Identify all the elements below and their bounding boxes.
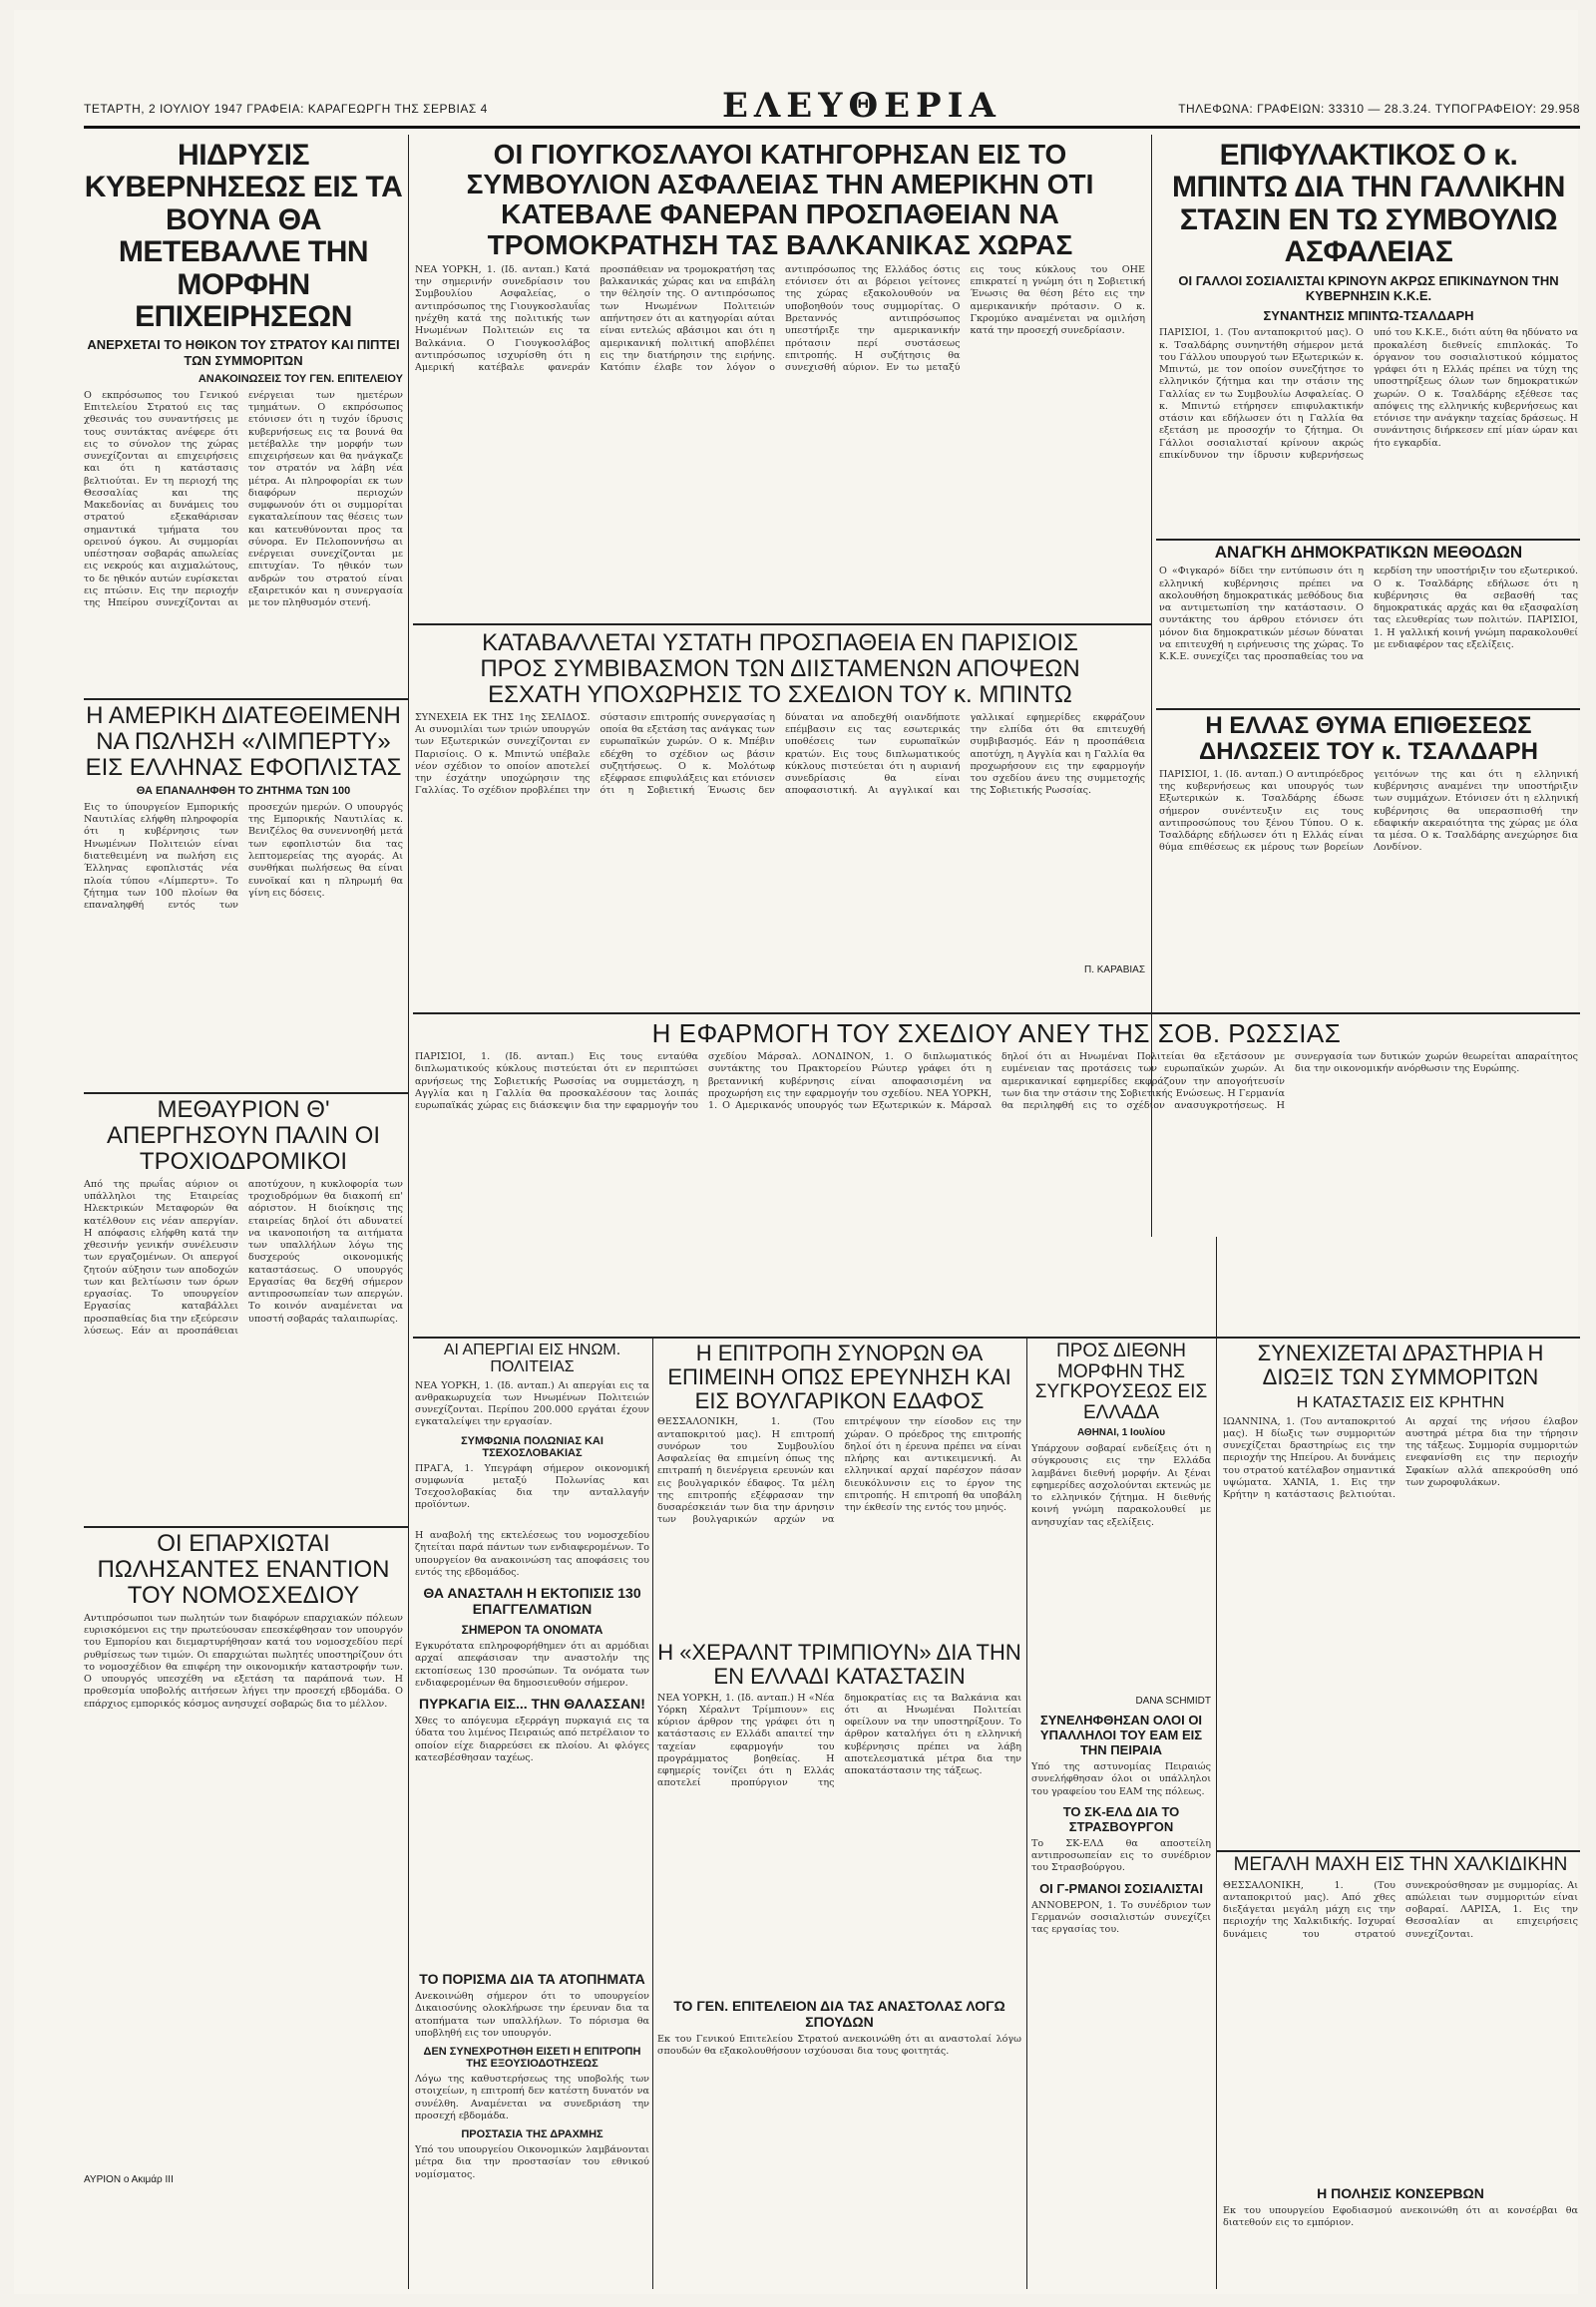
section-rule bbox=[413, 1012, 1580, 1014]
headline: ΟΙ ΕΠΑΡΧΙΩΤΑΙ ΠΩΛΗΣΑΝΤΕΣ ΕΝΑΝΤΙΟΝ ΤΟΥ ΝΟΜΟΣΧΕΔΙΟΥ bbox=[97, 1531, 390, 1609]
headline: ΑΝΑΓΚΗ ΔΗΜΟΚΡΑΤΙΚΩΝ ΜΕΘΟΔΩΝ bbox=[1214, 544, 1523, 562]
byline: DANA SCHMIDT bbox=[1135, 1696, 1211, 1708]
column-rule bbox=[1216, 1237, 1217, 2289]
article-body: Υπάρχουν σοβαραί ενδείξεις ότι η σύγκρουσις εις την Ελλάδα λαμβάνει διεθνή μορφήν. Αι ξέναι εφημερίδες ασχολούνται εκτενώς με το ελληνικόν ζήτημα. Η διεθνής κοινή γνώμη παρακολουθεί με ανησυχίαν τας εξελίξεις. bbox=[1031, 1443, 1211, 1528]
small-headline: ΣΥΝΕΛΗΦΘΗΣΑΝ ΟΛΟΙ ΟΙ ΥΠΑΛΛΗΛΟΙ ΤΟΥ ΕΑΜ ΕΙΣ ΤΗΝ ΠΕΙΡΑΙΑ bbox=[1039, 1713, 1203, 1758]
article-greece-victim bbox=[1159, 713, 1578, 1012]
article-body: Υπό του υπουργείου Οικονομικών λαμβάνονται μέτρα δια την προστασίαν του εθνικού νομίσματος. bbox=[415, 2144, 649, 2180]
headline: ΣΥΝΕΧΙΖΕΤΑΙ ΔΡΑΣΤΗΡΙΑ Η ΔΙΩΞΙΣ ΤΩΝ ΣΥΜΜΟΡΙΤΩΝ bbox=[1257, 1342, 1544, 1389]
article-democratic-methods bbox=[1159, 544, 1578, 703]
subheadline: ΑΝΑΚΟΙΝΩΣΕΙΣ ΤΟΥ ΓΕΝ. ΕΠΙΤΕΛΕΙΟΥ bbox=[198, 372, 403, 385]
section-rule bbox=[84, 1526, 408, 1528]
newspaper-title: ΕΛΕΥΘΕΡΙΑ bbox=[722, 86, 1001, 126]
small-headline: Η ΠΟΛΗΣΙΣ ΚΟΝΣΕΡΒΩΝ bbox=[1317, 2184, 1484, 2201]
article-body: Από της πρωΐας αύριον οι υπάλληλοι της Εταιρείας Ηλεκτρικών Μεταφορών θα κατέλθουν εις νέαν απεργίαν. Η απόφασις ελήφθη κατά την χθεσινήν γενικήν συνέλευσιν των εργαζομένων. Οι απεργοί ζητούν αύξησιν των αποδοχών των και βελτίωσιν των όρων εργασίας. Το υπουργείον Εργασίας καταβάλλει προσπαθείας δια την εξεύρεσιν λύσεως. Εάν αι προσπάθειαι αποτύχουν, η κυκλοφορία των τροχιοδρόμων θα διακοπή επ' αόριστον. Η διοίκησις της εταιρείας δηλοί ότι αδυνατεί να ικανοποιήση τα αιτήματα των υπαλλήλων λόγω της δυσχερούς οικονομικής καταστάσεως. Ο υπουργός Εργασίας θα δεχθή σήμερον αντιπροσωπείαν των απεργών. Το κοινόν αναμένεται να υποστή σοβαράς ταλαιπωρίας. bbox=[84, 1178, 403, 1337]
headline: ΗΙΔΡΥΣΙΣ ΚΥΒΕΡΝΗΣΕΩΣ ΕΙΣ ΤΑ ΒΟΥΝΑ ΘΑ ΜΕΤΕΒΑΛΛΕ ΤΗΝ ΜΟΡΦΗΝ ΕΠΙΧΕΙΡΗΣΕΩΝ bbox=[84, 140, 403, 333]
headline: Η ΕΦΑΡΜΟΓΗ ΤΟΥ ΣΧΕΔΙΟΥ ΑΝΕΥ ΤΗΣ ΣΟΒ. ΡΩΣΣΙΑΣ bbox=[651, 1019, 1342, 1048]
headline: ΑΙ ΑΠΕΡΓΙΑΙ ΕΙΣ ΗΝΩΜ. ΠΟΛΙΤΕΙΑΣ bbox=[443, 1342, 621, 1376]
article-body: Αντιπρόσωποι των πωλητών των διαφόρων επαρχιακών πόλεων ευρισκόμενοι εις την πρωτεύουσαν επεσκέφθησαν τον υπουργόν του Εμπορίου και διεμαρτυρήθησαν κατά του νομοσχεδίου περί ρυθμίσεως των τιμών. Οι επαρχιώται πωλητές υποστηρίζουν ότι το νομοσχέδιον θα επιφέρη την οικονομικήν καταστροφήν των. Ο υπουργός υπεσχέθη να εξετάση τα παράπονά των. Η προθεσμία υποβολής αιτήσεων λήγει την προσεχή εβδομάδα. Ο επάρχιος εμπορικός κόσμος ανησυχεί σοβαρώς δια το μέλλον. bbox=[84, 1612, 403, 1710]
article-body: ΑΝΝΟΒΕΡΟΝ, 1. Το συνέδριον των Γερμανών σοσιαλιστών συνεχίζει τας εργασίας του. bbox=[1031, 1899, 1211, 1936]
headline: ΜΕΓΑΛΗ ΜΑΧΗ ΕΙΣ ΤΗΝ ΧΑΛΚΙΔΙΚΗΝ bbox=[1233, 1855, 1568, 1875]
section-rule bbox=[84, 698, 408, 700]
small-headline: ΟΙ Γ-ΡΜΑΝΟΙ ΣΟΣΙΑΛΙΣΤΑΙ bbox=[1039, 1880, 1203, 1896]
article-border-commission bbox=[657, 1342, 1021, 1631]
section-rule bbox=[84, 1092, 408, 1094]
article-bandits bbox=[1223, 1342, 1578, 1845]
headline: ΕΠΙΦΥΛΑΚΤΙΚΟΣ Ο κ. ΜΠΙΝΤΩ ΔΙΑ ΤΗΝ ΓΑΛΛΙΚΗΝ ΣΤΑΣΙΝ ΕΝ ΤΩ ΣΥΜΒΟΥΛΙΩ ΑΣΦΑΛΕΙΑΣ bbox=[1172, 140, 1565, 269]
subheadline: ΘΑ ΕΠΑΝΑΛΗΦΘΗ ΤΟ ΖΗΤΗΜΑ ΤΩΝ 100 bbox=[136, 784, 351, 797]
headline: ΠΡΟΣ ΔΙΕΘΝΗ ΜΟΡΦΗΝ ΤΗΣ ΣΥΓΚΡΟΥΣΕΩΣ ΕΙΣ ΕΛΛΑΔΑ bbox=[1034, 1342, 1208, 1423]
subheadline: ΑΝΕΡΧΕΤΑΙ ΤΟ ΗΘΙΚΟΝ ΤΟΥ ΣΤΡΑΤΟΥ ΚΑΙ ΠΙΠΤΕΙ ΤΩΝ ΣΥΜΜΟΡΙΤΩΝ bbox=[87, 337, 400, 368]
section-rule bbox=[413, 623, 1151, 625]
small-headline: ΔΕΝ ΣΥΝΕΧΡΟΤΗΘΗ ΕΙΣΕΤΙ Η ΕΠΙΤΡΟΠΗ ΤΗΣ ΕΞΟΥΣΙΟΔΟΤΗΣΕΩΣ bbox=[423, 2046, 641, 2071]
section-rule bbox=[1216, 1337, 1580, 1339]
byline: Π. ΚΑΡΑΒΙΑΣ bbox=[1083, 963, 1145, 975]
footer-note: ΑΥΡΙΟΝ ο Ακιμάρ ΙΙΙ bbox=[84, 2173, 174, 2185]
article-body: ΙΩΑΝΝΙΝΑ, 1. (Του ανταποκριτού μας). Η δίωξις των συμμοριτών συνεχίζεται δραστηρίως εις την περιοχήν της Ηπείρου. Αι δυνάμεις του στρατού κατέλαβον σημαντικά υψώματα. ΧΑΝΙΑ, 1. Εις την Κρήτην η κατάστασις βελτιούται. Αι αρχαί της νήσου έλαβον αυστηρά μέτρα δια την τήρησιν της τάξεως. Συμμορία συμμοριτών ενεφανίσθη εις την περιοχήν Σφακίων αλλά απεκρούσθη υπό των χωροφυλάκων. bbox=[1223, 1415, 1578, 1501]
article-body: ΝΕΑ ΥΟΡΚΗ, 1. (Ιδ. ανταπ.) Κατά την σημερινήν συνεδρίασιν του Συμβουλίου Ασφαλείας, ο αντιπρόσωπος της Γιουγκοσλαυΐας ηνέχθη κατά της πολιτικής των Ηνωμένων Πολιτειών εις τα Βαλκάνια. Ο Γιουγκοσλάβος αντιπρόσωπος ισχυρίσθη ότι η Αμερική κατέβαλε φανεράν προσπάθειαν να τρομοκρατήση τας βαλκανικάς χώρας και να επιβάλη την θέλησίν της. Ο αντιπρόσωπος των Ηνωμένων Πολιτειών απήντησεν ότι αι κατηγορίαι αύται είναι εντελώς αβάσιμοι και ότι η αμερικανική πολιτική αποβλέπει εις την διατήρησιν της ειρήνης. Κατόπιν έλαβε τον λόγον ο αντιπρόσωπος της Ελλάδος όστις ετόνισεν ότι αι βόρειοι γείτονες της χώρας εξακολουθούν να υποβοηθούν τους συμμορίτας. Ο Βρεταννός αντιπρόσωπος υπεστήριξε την αμερικανικήν πρότασιν περί συστάσεως επιτροπής. Η συζήτησις θα συνεχισθή αύριον. Εν τω μεταξύ εις τους κύκλους του ΟΗΕ επικρατεί η γνώμη ότι η Σοβιετική Ένωσις θα θέση βέτο εις την αμερικανικήν πρότασιν. Ο κ. Γκρομύκο αναμένεται να ομιλήση κατά την προσεχή συνεδρίασιν. bbox=[415, 263, 1145, 374]
dateline: ΑΘΗΝΑΙ, 1 Ιουλίου bbox=[1076, 1427, 1166, 1439]
article-liberty-ships bbox=[84, 703, 403, 1087]
small-headline: ΠΡΟΣΤΑΣΙΑ ΤΗΣ ΔΡΑΧΜΗΣ bbox=[461, 2128, 603, 2141]
article-body: ΝΕΑ ΥΟΡΚΗ, 1. (Ιδ. ανταπ.) Η «Νέα Υόρκη Χέραλντ Τρίμπιουν» εις κύριον άρθρον της γράφει ότι η κατάστασις εν Ελλάδι απαιτεί την ταχείαν εφαρμογήν του προγράμματος βοηθείας. Η εφημερίς τονίζει ότι η Ελλάς αποτελεί προπύργιον της δημοκρατίας εις τα Βαλκάνια και ότι αι Ηνωμέναι Πολιτείαι οφείλουν να την υποστηρίξουν. Το άρθρον καταλήγει ότι η ελληνική κυβέρνησις πρέπει να λάβη αποτελεσματικά μέτρα δια την αποκατάστασιν της τάξεως. bbox=[657, 1692, 1021, 1789]
small-headline: ΤΟ ΓΕΝ. ΕΠΙΤΕΛΕΙΟΝ ΔΙΑ ΤΑΣ ΑΝΑΣΤΟΛΑΣ ΛΟΓΩ ΣΠΟΥΔΩΝ bbox=[673, 1997, 1005, 2030]
article-body: ΠΡΑΓΑ, 1. Υπεγράφη σήμερον οικονομική συμφωνία μεταξύ Πολωνίας και Τσεχοσλοβακίας δια την ανταλλαγήν προϊόντων. bbox=[415, 1462, 649, 1511]
small-headline: ΣΗΜΕΡΟΝ ΤΑ ΟΝΟΜΑΤΑ bbox=[461, 1623, 603, 1638]
column-rule bbox=[652, 1337, 653, 2289]
article-body: ΠΑΡΙΣΙΟΙ, 1. (Ιδ. ανταπ.) Ο αντιπρόεδρος της κυβερνήσεως και υπουργός των Εξωτερικών κ. Τσαλδάρης έδωσε σήμερον συνέντευξιν εις τους αντιπροσώπους του ξένου Τύπου. Ο κ. Τσαλδάρης εδήλωσεν ότι η Ελλάς είναι θύμα επιθέσεως εκ μέρους των βορείων γειτόνων της και ότι η ελληνική κυβέρνησις αναμένει την υποστήριξιν των συμμάχων. Ετόνισεν ότι η ελληνική κυβέρνησις θα υπερασπισθή την εδαφικήν ακεραιότητα της χώρας με όλα τα μέσα. Ο κ. Τσαλδάρης ανεχώρησε δια Λονδίνον. bbox=[1159, 768, 1578, 854]
headline: ΟΙ ΓΙΟΥΓΚΟΣΛΑΥΟΙ ΚΑΤΗΓΟΡΗΣΑΝ ΕΙΣ ΤΟ ΣΥΜΒΟΥΛΙΟΝ ΑΣΦΑΛΕΙΑΣ ΤΗΝ ΑΜΕΡΙΚΗΝ ΟΤΙ ΚΑΤΕΒΑΛΕ ΦΑΝΕΡΑΝ ΠΡΟΣΠΑΘΕΙΑΝ ΝΑ ΤΡΟΜΟΚΡΑΤΗΣΗ ΤΑΣ ΒΑΛΚΑΝΙΚΑΣ ΧΩΡΑΣ bbox=[466, 140, 1094, 260]
small-headline: ΠΥΡΚΑΓΙΑ ΕΙΣ... ΤΗΝ ΘΑΛΑΣΣΑΝ! bbox=[419, 1696, 645, 1713]
article-body: ΘΕΣΣΑΛΟΝΙΚΗ, 1. (Του ανταποκριτού μας). Από χθες διεξάγεται μεγάλη μάχη εις την περιοχήν της Χαλκιδικής. Ισχυραί δυνάμεις του στρατού συνεκρούσθησαν με συμμορίας. Αι απώλειαι των συμμοριτών είναι σοβαραί. ΛΑΡΙΣΑ, 1. Εις την Θεσσαλίαν αι επιχειρήσεις συνεχίζονται. bbox=[1223, 1879, 1578, 1940]
article-body: Υπό της αστυνομίας Πειραιώς συνελήφθησαν όλοι οι υπάλληλοι του γραφείου του ΕΑΜ της πόλεως. bbox=[1031, 1761, 1211, 1797]
small-headline: ΘΑ ΑΝΑΣΤΑΛΗ Η ΕΚΤΟΠΙΣΙΣ 130 ΕΠΑΓΓΕΛΜΑΤΙΩΝ bbox=[423, 1585, 641, 1618]
article-body: ΠΑΡΙΣΙΟΙ, 1. (Του ανταποκριτού μας). Ο κ. Τσαλδάρης συνηντήθη σήμερον μετά του Γάλλου υπουργού των Εξωτερικών κ. Μπιντώ, με τον οποίον συνεζήτησε το ελληνικόν ζήτημα και την στάσιν της Γαλλίας εν τω Συμβουλίω Ασφαλείας. Ο κ. Μπιντώ ετήρησεν επιφυλακτικήν στάσιν και εδήλωσεν ότι η Γαλλία θα εξετάση με προσοχήν το ζήτημα. Οι Γάλλοι σοσιαλισταί κρίνουν ακρώς επικίνδυνον την ίδρυσιν κυβερνήσεως υπό του Κ.Κ.Ε., διότι αύτη θα ηδύνατο να προκαλέση διεθνείς επιπλοκάς. Το όργανον του σοσιαλιστικού κόμματος γράφει ότι η Ελλάς πρέπει να τύχη της υποστηρίξεως όλων των δημοκρατικών χωρών. Ο κ. Τσαλδάρης εξέθεσε τας απόψεις της ελληνικής κυβερνήσεως και ετόνισε την ανάγκην ταχείας δράσεως. Η συνάντησις διήρκεσεν επί μίαν ώραν και ήτο εγκαρδία. bbox=[1159, 327, 1578, 461]
masthead bbox=[84, 88, 1580, 129]
section-rule bbox=[1216, 1850, 1580, 1852]
article-body: Το ΣΚ-ΕΛΔ θα αποστείλη αντιπροσωπείαν εις το συνέδριον του Στρασβούργου. bbox=[1031, 1837, 1211, 1874]
article-verdict bbox=[415, 1965, 649, 2289]
article-body: ΘΕΣΣΑΛΟΝΙΚΗ, 1. (Του ανταποκριτού μας). Η επιτροπή συνόρων του Συμβουλίου Ασφαλείας θα επιμείνη όπως της επιτραπή η διενέργεια ερευνών και εις βουλγαρικόν έδαφος. Τα μέλη της επιτροπής εξέφρασαν την δυσαρέσκειάν των δια την άρνησιν των βουλγαρικών αρχών να επιτρέψουν την είσοδον εις την χώραν. Ο πρόεδρος της επιτροπής δηλοί ότι η έρευνα πρέπει να είναι πλήρης και αντικειμενική. Αι ελληνικαί αρχαί παρέσχον πάσαν διευκόλυνσιν εις το έργον της επιτροπής. Η επιτροπή θα υποβάλη την έκθεσίν της εντός του μηνός. bbox=[657, 1416, 1021, 1526]
article-body: Εκ του υπουργείου Εφοδιασμού ανεκοινώθη ότι αι κονσέρβαι θα διατεθούν εις το εμπόριον. bbox=[1223, 2204, 1578, 2228]
small-headline: ΤΟ ΣΚ-ΕΛΔ ΔΙΑ ΤΟ ΣΤΡΑΣΒΟΥΡΓΟΝ bbox=[1062, 1803, 1180, 1834]
article-body: Η αναβολή της εκτελέσεως του νομοσχεδίου ζητείται παρά πάντων των ενδιαφερομένων. Το υπουργείον θα ανακοινώση τας αποφάσεις του εντός της εβδομάδος. bbox=[415, 1530, 649, 1578]
article-body: Ανεκοινώθη σήμερον ότι το υπουργείον Δικαιοσύνης ολοκλήρωσε την έρευναν δια τα ατοπήματα των υπαλλήλων. Το πόρισμα θα υποβληθή εις τον υπουργόν. bbox=[415, 1991, 649, 2039]
section-rule bbox=[413, 1337, 1216, 1339]
headline: ΜΕΘΑΥΡΙΟΝ Θ' ΑΠΕΡΓΗΣΟΥΝ ΠΑΛΙΝ ΟΙ ΤΡΟΧΙΟΔΡΟΜΙΚΟΙ bbox=[106, 1097, 381, 1175]
article-herald-tribune bbox=[657, 1641, 1021, 2289]
article-yugoslavs-security-council bbox=[415, 140, 1145, 618]
headline: ΠΡΟΣ ΣΥΜΒΙΒΑΣΜΟΝ ΤΩΝ ΔΙΙΣΤΑΜΕΝΩΝ ΑΠΟΨΕΩΝ bbox=[480, 654, 1080, 682]
article-body: ΣΥΝΕΧΕΙΑ ΕΚ ΤΗΣ 1ης ΣΕΛΙΔΟΣ. Αι συνομιλίαι των τριών υπουργών των Εξωτερικών συνεχίζονται εν Παρισίοις. Ο κ. Μπιντώ υπέβαλε νέον σχέδιον το οποίον αποτελεί την έσχάτην υποχώρησιν της Γαλλίας. Το σχέδιον προβλέπει την σύστασιν επιτροπής συνεργασίας η οποία θα εξετάση τας ανάγκας των ευρωπαϊκών χωρών. Ο κ. Μπέβιν εδέχθη το σχέδιον ως βάσιν συζητήσεως. Ο κ. Μολότωφ εξέφρασε επιφυλάξεις και ετόνισεν ότι η Σοβιετική Ένωσις δεν δύναται να αποδεχθή οιανδήποτε επέμβασιν εις τας εσωτερικάς υποθέσεις των ευρωπαϊκών κρατών. Εις τους διπλωματικούς κύκλους πιστεύεται ότι η αυριανή συνεδρίασις θα είναι αποφασιστική. Αι αγγλικαί και γαλλικαί εφημερίδες εκφράζουν την ελπίδα ότι θα επιτευχθή συμβιβασμός. Εάν η προσπάθεια αποτύχη, η Αγγλία και η Γαλλία θα προχωρήσουν εις την εφαρμογήν του σχεδίου άνευ της συμμετοχής της Σοβιετικής Ρωσσίας. bbox=[415, 711, 1145, 797]
headline: ΕΣΧΑΤΗ ΥΠΟΧΩΡΗΣΙΣ ΤΟ ΣΧΕΔΙΟΝ ΤΟΥ κ. ΜΠΙΝΤΩ bbox=[488, 680, 1072, 708]
article-body: ΠΑΡΙΣΙΟΙ, 1. (Ιδ. ανταπ.) Εις τους ενταύθα διπλωματικούς κύκλους πιστεύεται ότι εν περιπτώσει αρνήσεως της Σοβιετικής Ρωσσίας να συμμετάσχη, η Αγγλία και η Γαλλία θα προσκαλέσουν τας λοιπάς ευρωπαϊκάς χώρας εις διάσκεψιν δια την εφαρμογήν του σχεδίου Μάρσαλ. ΛΟΝΔΙΝΟΝ, 1. Ο διπλωματικός συντάκτης του Πρακτορείου Ρώυτερ γράφει ότι η βρεταννική κυβέρνησις είναι αποφασισμένη να προχωρήση εις την εφαρμογήν του σχεδίου. ΝΕΑ ΥΟΡΚΗ, 1. Ο Αμερικανός υπουργός των Εξωτερικών κ. Μάρσαλ δηλοί ότι αι Ηνωμέναι Πολιτείαι θα εξετάσουν με ευμένειαν τας προτάσεις των ευρωπαϊκών χωρών. Αι αμερικανικαί εφημερίδες εκφράζουν την απογοήτευσίν των δια την στάσιν της Σοβιετικής Ενώσεως. Η Γερμανία θα περιληφθή εις το σχέδιον ανασυγκροτήσεως. Η συνεργασία των δυτικών χωρών θεωρείται απαραίτητος δια την οικονομικήν ανόρθωσιν της Ευρώπης. bbox=[415, 1051, 1578, 1112]
article-us-strikes bbox=[415, 1342, 649, 1521]
headline: Η «ΧΕΡΑΛΝΤ ΤΡΙΜΠΙΟΥΝ» ΔΙΑ ΤΗΝ ΕΝ ΕΛΛΑΔΙ ΚΑΤΑΣΤΑΣΙΝ bbox=[657, 1641, 1021, 1689]
section-rule bbox=[1156, 539, 1580, 541]
small-headline: ΤΟ ΠΟΡΙΣΜΑ ΔΙΑ ΤΑ ΑΤΟΠΗΜΑΤΑ bbox=[419, 1971, 645, 1987]
article-shopkeepers bbox=[84, 1531, 403, 2289]
article-body: Εγκυρότατα επληροφορήθημεν ότι αι αρμόδιαι αρχαί απεφάσισαν την αναστολήν της εκτοπίσεως 130 προσώπων. Τα ονόματα των ενδιαφερομένων θα δημοσιευθούν σήμερον. bbox=[415, 1641, 649, 1689]
column-rule bbox=[408, 135, 409, 2289]
headline: Η ΕΠΙΤΡΟΠΗ ΣΥΝΟΡΩΝ ΘΑ ΕΠΙΜΕΙΝΗ ΟΠΩΣ ΕΡΕΥΝΗΣΗ ΚΑΙ ΕΙΣ ΒΟΥΛΓΑΡΙΚΟΝ ΕΔΑΦΟΣ bbox=[667, 1342, 1011, 1413]
article-government-mountains bbox=[84, 140, 403, 693]
article-body: Εκ του Γενικού Επιτελείου Στρατού ανεκοινώθη ότι αι αναστολαί λόγω σπουδών θα εξακολουθήσουν ισχύουσαι δια τους φοιτητάς. bbox=[657, 2033, 1021, 2057]
article-body: Ο «Φιγκαρό» δίδει την εντύπωσιν ότι η ελληνική κυβέρνησις πρέπει να ακολουθήση δημοκρατικάς μεθόδους δια να αντιμετωπίση την κατάστασιν. Ο συντάκτης του άρθρου ετόνισεν ότι μόνον δια δημοκρατικών μέσων δύναται να επιτευχθή η ειρήνευσις της χώρας. Το Κ.Κ.Ε. συνεχίζει τας προσπαθείας του να κερδίση την υποστήριξιν του εξωτερικού. Ο κ. Τσαλδάρης εδήλωσε ότι η κυβέρνησις θα σεβασθή τας δημοκρατικάς αρχάς και θα εξασφαλίση τας ελευθερίας των πολιτών. ΠΑΡΙΣΙΟΙ, 1. Η γαλλική κοινή γνώμη παρακολουθεί με ενδιαφέρον τας εξελίξεις. bbox=[1159, 566, 1578, 663]
small-headline: ΣΥΜΦΩΝΙΑ ΠΟΛΩΝΙΑΣ ΚΑΙ ΤΣΕΧΟΣΛΟΒΑΚΙΑΣ bbox=[461, 1434, 603, 1459]
headline: ΚΑΤΑΒΑΛΛΕΤΑΙ ΥΣΤΑΤΗ ΠΡΟΣΠΑΘΕΙΑ ΕΝ ΠΑΡΙΣΙΟΙΣ bbox=[482, 630, 1078, 656]
article-international-form bbox=[1031, 1342, 1211, 2289]
article-body: ΝΕΑ ΥΟΡΚΗ, 1. (Ιδ. ανταπ.) Αι απεργίαι εις τα ανθρακωρυχεία των Ηνωμένων Πολιτειών συνεχίζονται. Περίπου 200.000 εργάται έχουν εγκαταλείψει την εργασίαν. bbox=[415, 1379, 649, 1428]
headline: Η ΑΜΕΡΙΚΗ ΔΙΑΤΕΘΕΙΜΕΝΗ ΝΑ ΠΩΛΗΣΗ «ΛΙΜΠΕΡΤΥ» ΕΙΣ ΕΛΛΗΝΑΣ ΕΦΟΠΛΙΣΤΑΣ bbox=[85, 703, 402, 781]
article-body: Χθες το απόγευμα εξερράγη πυρκαγιά εις τα ύδατα του λιμένος Πειραιώς από πετρέλαιον το οποίον είχε διαρρεύσει εκ πλοίου. Αι φλόγες κατεσβέσθησαν ταχέως. bbox=[415, 1716, 649, 1763]
masthead-date-address: ΤΕΤΑΡΤΗ, 2 ΙΟΥΛΙΟΥ 1947 ΓΡΑΦΕΙΑ: ΚΑΡΑΓΕΩΡΓΗ ΤΗΣ ΣΕΡΒΙΑΣ 4 bbox=[84, 102, 488, 116]
article-body: Εις το ύπουργείον Εμπορικής Ναυτιλίας ελήφθη πληροφορία ότι η κυβέρνησις των Ηνωμένων Πολιτειών είναι διατεθειμένη να πωλήση εις Έλληνας εφοπλιστάς νέα πλοία τύπου «Λίμπερτυ». Το ζήτημα των 100 πλοίων θα επαναληφθή εντός των προσεχών ημερών. Ο υπουργός της Εμπορικής Ναυτιλίας κ. Βενιζέλος θα συνεννοηθή μετά των εφοπλιστών δια τας λεπτομερείας της αγοράς. Αι συνθήκαι πωλήσεως θα είναι ευνοϊκαί και η πληρωμή θα γίνη εις δόσεις. bbox=[84, 801, 403, 912]
headline: Η ΕΛΛΑΣ ΘΥΜΑ ΕΠΙΘΕΣΕΩΣ ΔΗΛΩΣΕΙΣ ΤΟΥ κ. ΤΣΑΛΔΑΡΗ bbox=[1199, 713, 1538, 765]
article-bidault bbox=[1159, 140, 1578, 534]
article-plan-without-russia bbox=[415, 1019, 1578, 1334]
article-paris-talks bbox=[415, 630, 1145, 1007]
section-rule bbox=[1156, 708, 1580, 710]
masthead-phones: ΤΗΛΕΦΩΝΑ: ΓΡΑΦΕΙΩΝ: 33310 — 28.3.24. ΤΥΠΟΓΡΑΦΕΙΟΥ: 29.958 bbox=[1178, 102, 1580, 116]
article-body: Λόγω της καθυστερήσεως της υποβολής των στοιχείων, η επιτροπή δεν κατέστη δυνατόν να συνέλθη. Αναμένεται να συνεδριάση την προσεχή εβδομάδα. bbox=[415, 2074, 649, 2121]
article-tram-strike bbox=[84, 1097, 403, 1521]
column-rule bbox=[1026, 1337, 1027, 2289]
article-chalkidiki bbox=[1223, 1855, 1578, 2289]
newspaper-page bbox=[14, 10, 1578, 2294]
subheadline: ΣΥΝΑΝΤΗΣΙΣ ΜΠΙΝΤΩ-ΤΣΑΛΔΑΡΗ bbox=[1263, 307, 1474, 323]
subheadline: ΟΙ ΓΑΛΛΟΙ ΣΟΣΙΑΛΙΣΤΑΙ ΚΡΙΝΟΥΝ ΑΚΡΩΣ ΕΠΙΚΙΝΔΥΝΟΝ ΤΗΝ ΚΥΒΕΡΝΗΣΙΝ Κ.Κ.Ε. bbox=[1178, 272, 1559, 304]
article-body: Ο εκπρόσωπος του Γενικού Επιτελείου Στρατού εις τας χθεσινάς του συναντήσεις με τους συντάκτας ανέφερε ότι εις το σύνολον της χώρας συνεχίζονται αι επιχειρήσεις και ότι η κατάστασις βελτιούται. Εν τη περιοχή της Θεσσαλίας και της Μακεδονίας αι δυνάμεις του στρατού εξεκαθάρισαν σημαντικά τμήματα του ορεινού όγκου. Αι συμμορίαι υπέστησαν σοβαράς απωλείας εις νεκρούς και αιχμαλώτους, το δε ηθικόν αυτών ευρίσκεται εις πτώσιν. Εις την περιοχήν της Ηπείρου συνεχίζονται αι ενέργειαι των ημετέρων τμημάτων. Ο εκπρόσωπος ετόνισεν ότι η τυχόν ίδρυσις κυβερνήσεως εις τα βουνά θα μετέβαλλε την μορφήν των επιχειρήσεων και θα ηνάγκαζε τον στρατόν να λάβη νέα μέτρα. Αι πληροφορίαι εκ των διαφόρων περιοχών συμφωνούν ότι οι συμμορίται εγκαταλείπουν τας θέσεις των και κατευθύνονται προς τα σύνορα. Εν Πελοποννήσω αι ενέργειαι συνεχίζονται με επιτυχίαν. Το ηθικόν των ανδρών του στρατού είναι εξαιρετικόν και η συνεργασία με τον πληθυσμόν στενή. bbox=[84, 389, 403, 609]
subheadline: Η ΚΑΤΑΣΤΑΣΙΣ ΕΙΣ ΚΡΗΤΗΝ bbox=[1296, 1393, 1505, 1411]
